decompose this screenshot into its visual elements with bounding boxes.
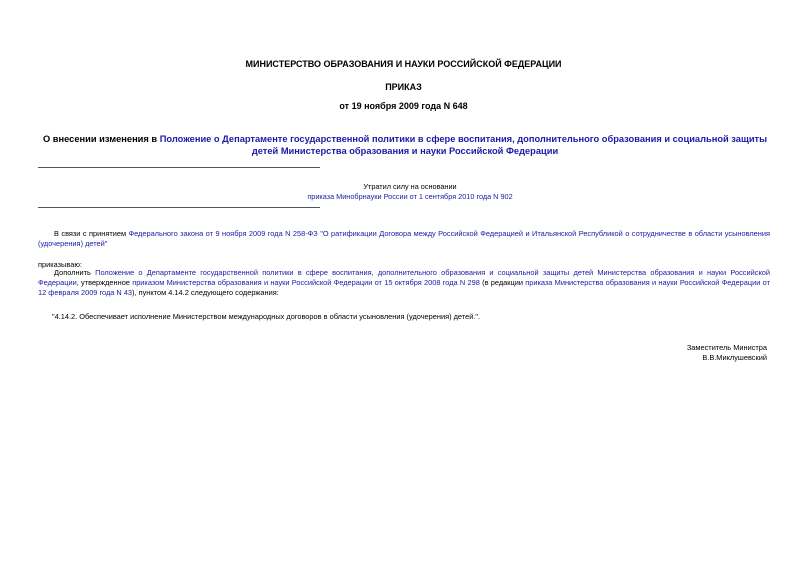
lost-force-note: Утратил силу на основании [363, 182, 457, 191]
quoted-clause: "4.14.2. Обеспечивает исполнение Министерством международных договоров в области усыновления (удочерения) детей.". [52, 312, 481, 321]
title-prefix: О внесении изменения в [42, 134, 160, 144]
amendment-paragraph [38, 268, 770, 298]
signatory-name: В.В.Миклушевский [702, 353, 767, 362]
order-298-link[interactable]: приказом Министерства образования и науки Российской Федерации от 15 октября 2008 года N 298 [132, 278, 480, 287]
doc-type-heading: ПРИКАЗ [385, 82, 422, 92]
amendment-end: ), пунктом 4.14.2 следующего содержания: [132, 288, 279, 297]
ministry-heading: МИНИСТЕРСТВО ОБРАЗОВАНИЯ И НАУКИ РОССИЙСКОЙ ФЕДЕРАЦИИ [245, 59, 562, 69]
amendment-mid2: (в редакции [479, 278, 526, 287]
divider-top [38, 167, 320, 168]
date-number-heading: от 19 ноября 2009 года N 648 [339, 101, 468, 111]
lost-force-basis-link[interactable]: приказа Минобрнауки России от 1 сентября 2010 года N 902 [307, 192, 513, 201]
document-title [40, 133, 770, 157]
preamble-prefix: В связи с принятием [54, 229, 129, 238]
signatory-position: Заместитель Министра [686, 343, 767, 352]
regulation-link[interactable]: Положение о Департаменте государственной политики в сфере воспитания, дополнительного образования и социальной защиты детей Министерства образования и науки Российской Федерации [38, 268, 771, 287]
order-43-link[interactable]: приказа Министерства образования и науки Российской Федерации от 12 февраля 2009 года N 43 [38, 278, 770, 297]
divider-bottom [38, 207, 320, 208]
federal-law-link[interactable]: Федерального закона от 9 ноября 2009 года N 258-ФЗ "О ратификации Договора между Российской Федерацией и Итальянской Республикой о сотрудничестве в области усыновления (удочерения) детей" [38, 229, 770, 248]
amendment-mid1: , утвержденное [76, 278, 133, 287]
title-regulation-link[interactable]: Положение о Департаменте государственной политики в сфере воспитания, дополнительного образования и социальной защиты детей Министерства образования и науки Российской Федерации [159, 134, 768, 156]
preamble-paragraph [38, 229, 770, 249]
amendment-start: Дополнить [54, 268, 96, 277]
order-word: приказываю: [38, 260, 82, 269]
